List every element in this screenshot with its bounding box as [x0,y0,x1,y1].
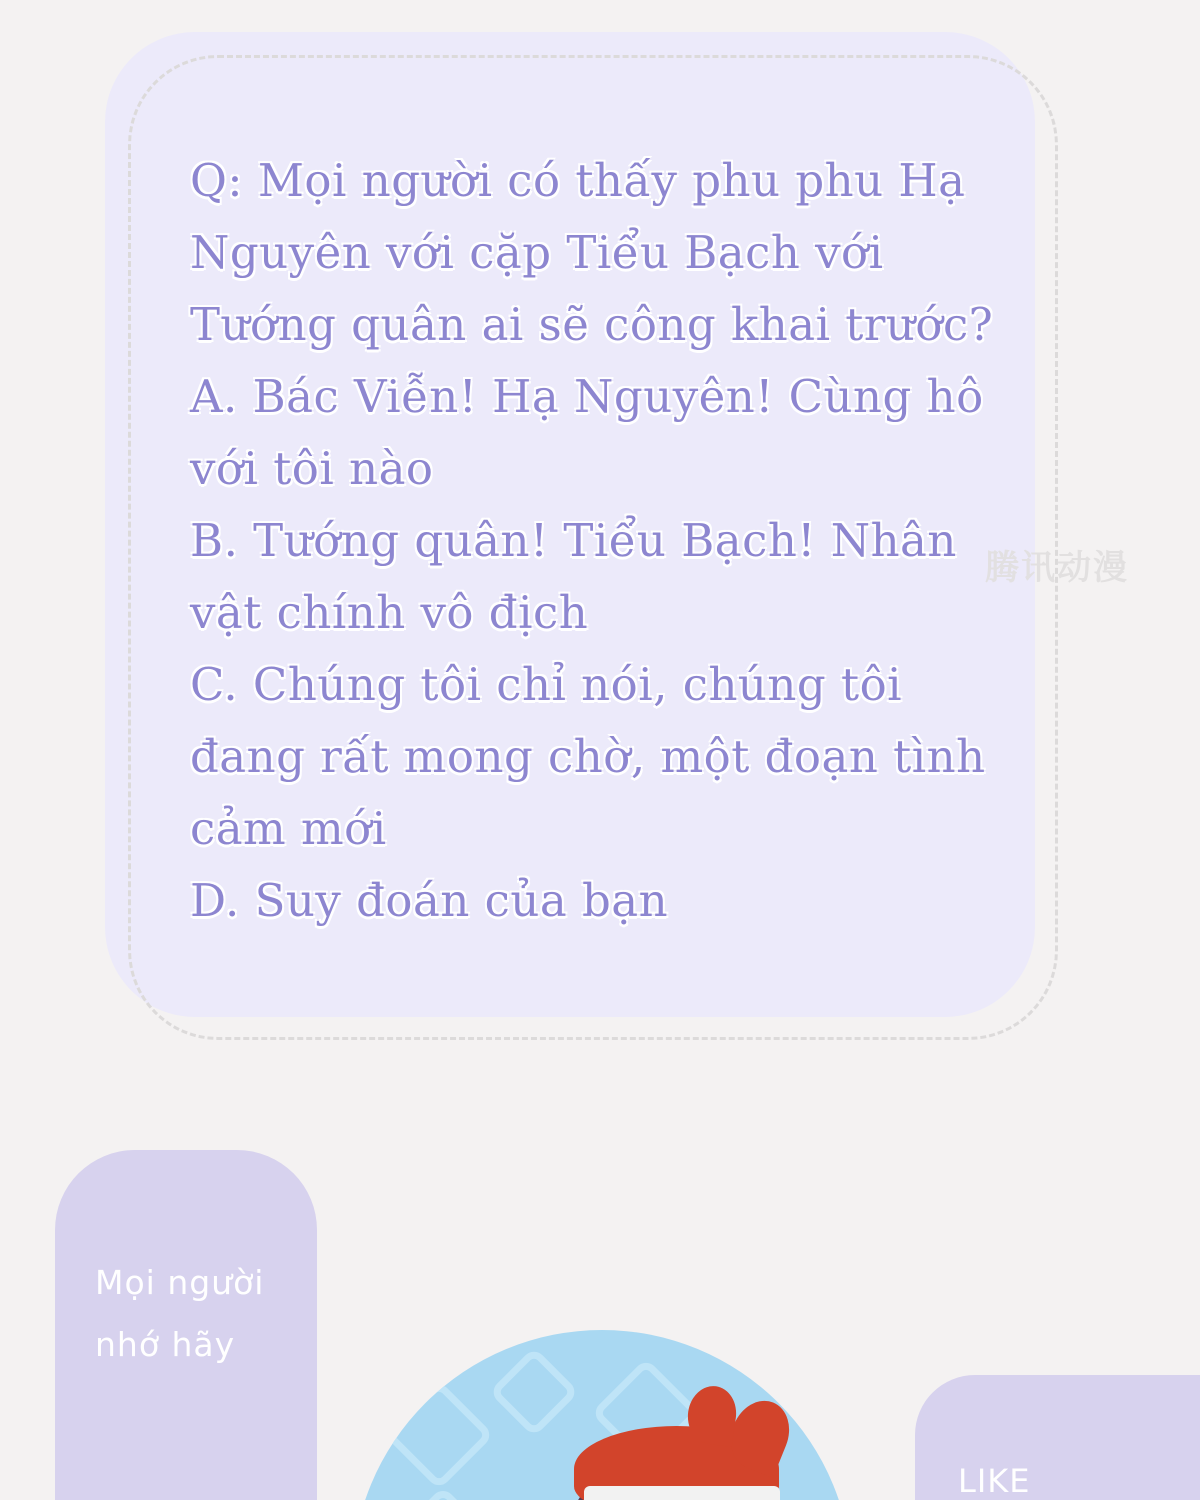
character-headband-shape [584,1486,780,1500]
speech-bubble-left-text: Mọi người nhớ hãy [95,1263,265,1364]
question-line-option-b: B. Tướng quân! Tiểu Bạch! Nhân vật chính vô địch [190,514,972,639]
question-line-option-a: A. Bác Viễn! Hạ Nguyên! Cùng hô với tôi nào [190,370,999,495]
speech-bubble-right-text: LIKE [958,1462,1031,1500]
question-line-option-d: D. Suy đoán của bạn [190,874,669,927]
question-line-prompt: Q: Mọi người có thấy phu phu Hạ Nguyên với cặp Tiểu Bạch với Tướng quân ai sẽ công khai trước? [190,154,994,351]
hexagon-decor-icon [384,1380,494,1490]
question-text-block [190,145,1020,937]
illustration-circle-background [352,1330,852,1500]
hexagon-decor-icon [489,1347,580,1438]
question-line-option-c: C. Chúng tôi chỉ nói, chúng tôi đang rất mong chờ, một đoạn tình cảm mới [190,658,1001,855]
hexagon-decor-icon [402,1486,484,1500]
watermark-text: 腾讯动漫 [985,548,1129,588]
illustration-panel [352,1330,852,1500]
